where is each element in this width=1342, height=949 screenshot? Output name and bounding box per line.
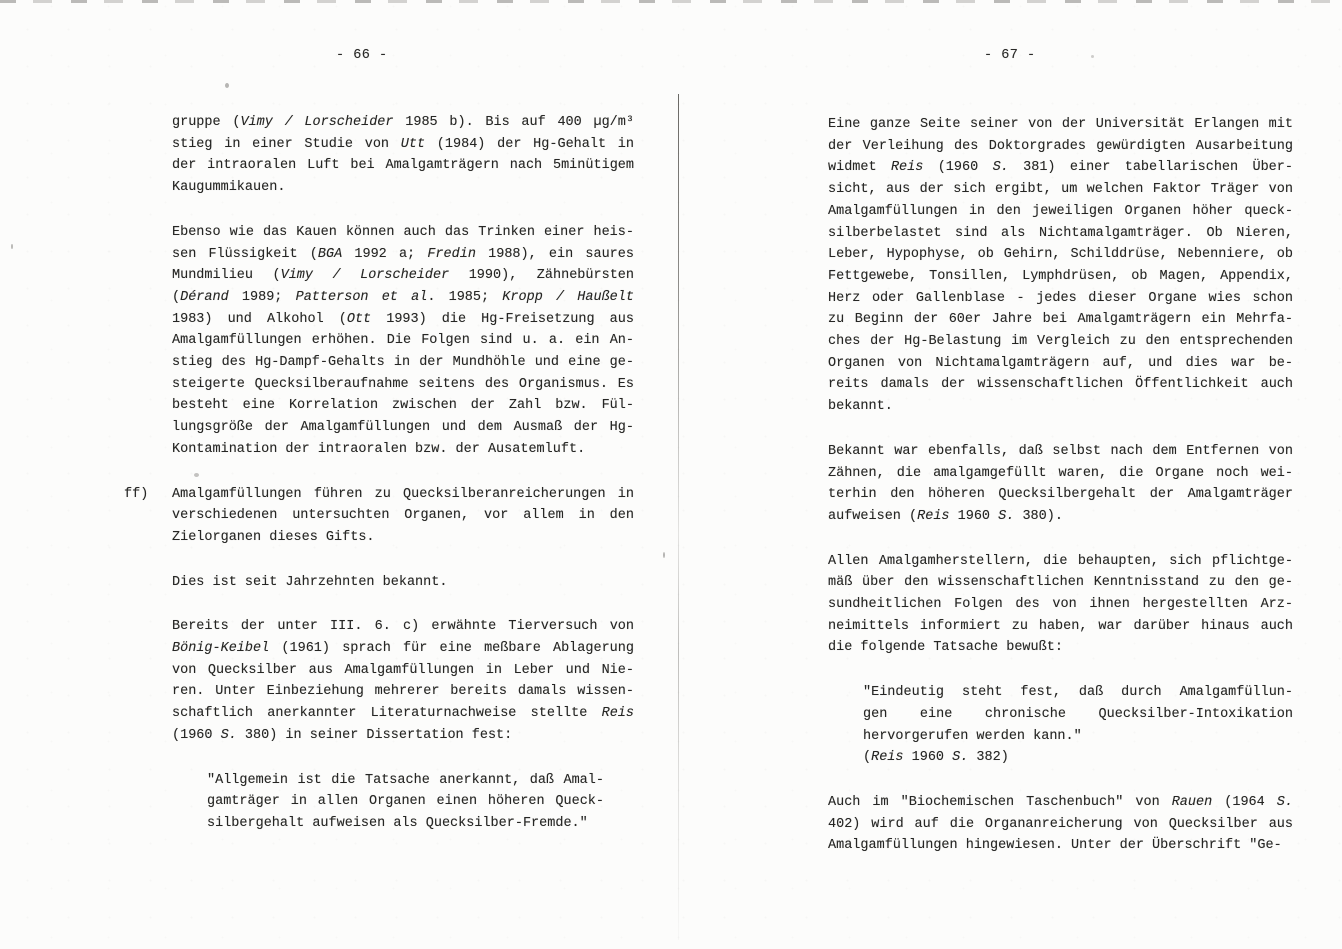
text-line: (1960 S. 380) in seiner Dissertation fest:	[172, 727, 513, 743]
italic-citation: Reis	[890, 160, 924, 176]
paragraph	[828, 441, 1293, 528]
text-line: 1983) und Alkohol (Ott 1993) die Hg-Freisetzung aus	[172, 311, 634, 327]
text-line: Bereits der unter III. 6. c) erwähnte Tierversuch von	[172, 619, 634, 635]
italic-citation: S.	[952, 750, 969, 766]
text-line: "Eindeutig steht fest, daß durch Amalgamfüllun-	[863, 685, 1293, 701]
text-line: (Dérand 1989; Patterson et al. 1985; Kropp / Haußelt	[172, 289, 634, 305]
text-line: Eine ganze Seite seiner von der Universität Erlangen mit	[828, 117, 1293, 132]
text-line: zu Beginn der 60er Jahre bei Amalgamträgern ein Mehrfa-	[828, 312, 1293, 328]
text-line: aufweisen (Reis 1960 S. 380).	[828, 508, 1063, 524]
text-line: Dies ist seit Jahrzehnten bekannt.	[172, 574, 448, 590]
scan-speckle	[663, 552, 665, 558]
italic-citation: BGA	[317, 246, 343, 262]
text-line: sundheitlichen Folgen des von ihnen hergestellten Arz-	[828, 597, 1293, 613]
text-line: silberbelastet sind als Nichtamalgamträger. Ob Nieren,	[828, 225, 1293, 241]
text-line: Allen Amalgamherstellern, die behaupten, sich pflichtge-	[828, 553, 1293, 569]
text-line: Herz oder Gallenblase - jedes dieser Organe wies schon	[828, 290, 1293, 306]
paragraph	[172, 616, 634, 746]
block-quote	[828, 682, 1293, 769]
paragraph	[828, 551, 1293, 660]
page-number-right: - 67 -	[984, 48, 1036, 63]
text-line: gamträger in allen Organen einen höheren Queck-	[207, 794, 604, 810]
italic-citation: Dérand	[180, 289, 229, 305]
paragraph	[828, 792, 1293, 857]
text-line: Fettgewebe, Tonsillen, Lymphdrüsen, ob Magen, Appendix,	[828, 268, 1293, 284]
text-line: der intraoralen Luft bei Amalgamträgern nach 5minütigem	[172, 158, 634, 174]
text-line: Leber, Hypophyse, ob Gehirn, Schilddrüse, Nebenniere, ob	[828, 247, 1293, 263]
paragraph	[172, 572, 634, 594]
page-66-text-column	[124, 112, 635, 835]
scan-edge-artifact	[0, 0, 1342, 3]
italic-citation: Reis	[871, 750, 904, 766]
text-line: Mundmilieu (Vimy / Lorscheider 1990), Zähnebürsten	[172, 268, 634, 284]
text-line: lungsgröße der Amalgamfüllungen und dem Ausmaß der Hg-	[172, 420, 634, 436]
paragraph	[172, 222, 634, 461]
text-line: sen Flüssigkeit (BGA 1992 a; Fredin 1988), ein saures	[172, 246, 634, 262]
text-line: stieg des Hg-Dampf-Gehalts in der Mundhöhle und eine ge-	[172, 355, 634, 371]
text-line: steigerte Quecksilberaufnahme seitens des Organismus. Es	[172, 376, 634, 392]
italic-citation: Reis	[601, 706, 634, 722]
italic-citation: Kropp / Haußelt	[502, 289, 634, 305]
italic-citation: Patterson et al	[295, 289, 428, 305]
text-line: stieg in einer Studie von Utt (1984) der Hg-Gehalt in	[172, 136, 635, 152]
text-line: verschiedenen untersuchten Organen, vor allem in den	[172, 508, 634, 524]
paragraph	[124, 484, 634, 549]
text-line: hervorgerufen werden kann."	[863, 728, 1082, 744]
text-line: Organen von Nichtamalgamträgern auf, und dies war be-	[828, 355, 1293, 371]
italic-citation: Fredin	[427, 246, 476, 262]
italic-citation: Vimy / Lorscheider	[280, 268, 450, 284]
text-line: besteht eine Korrelation zwischen der Zahl bzw. Fül-	[172, 398, 634, 414]
italic-citation: S.	[220, 727, 237, 743]
scan-speckle	[225, 83, 229, 88]
paragraph	[828, 114, 1293, 418]
text-line: von Quecksilber aus Amalgamfüllungen in Leber und Nie-	[172, 662, 634, 678]
italic-citation: S.	[1276, 794, 1293, 810]
text-line: Amalgamfüllungen erhöhen. Die Folgen sind u. a. ein An-	[172, 333, 634, 349]
italic-citation: Reis	[917, 508, 950, 524]
text-line: neimittels informiert zu haben, war darüber hinaus auch	[828, 618, 1293, 634]
italic-citation: S.	[998, 508, 1015, 524]
page-67-text-column	[828, 114, 1293, 857]
italic-citation: Rauen	[1171, 794, 1213, 810]
text-line: Bekannt war ebenfalls, daß selbst nach dem Entfernen von	[828, 443, 1293, 459]
italic-citation: Utt	[400, 136, 426, 152]
text-line: Ebenso wie das Kauen können auch das Trinken einer heis-	[172, 224, 634, 240]
text-line: sicht, aus der sich ergibt, um welchen Faktor Träger von	[828, 182, 1293, 198]
text-line: Amalgamfüllungen in den jeweiligen Organen höher queck-	[828, 203, 1293, 219]
page-fold-line	[678, 94, 679, 940]
text-line: Amalgamfüllungen führen zu Quecksilberanreicherungen in	[172, 486, 634, 502]
text-line: gen eine chronische Quecksilber-Intoxikation	[863, 706, 1293, 722]
italic-citation: S.	[992, 160, 1009, 176]
text-line: gruppe (Vimy / Lorscheider 1985 b). Bis auf 400 µg/m³	[172, 115, 634, 130]
italic-citation: Ott	[346, 311, 372, 327]
scan-speckle	[1091, 55, 1094, 58]
text-line: mäß über den wissenschaftlichen Kenntnisstand zu den ge-	[828, 575, 1293, 591]
text-line: silbergehalt aufweisen als Quecksilber-Fremde."	[207, 815, 588, 831]
text-line: Zielorganen dieses Gifts.	[172, 529, 375, 545]
text-line: Kontamination der intraoralen bzw. der Ausatemluft.	[172, 441, 586, 457]
block-quote	[172, 770, 634, 835]
text-line: Amalgamfüllungen hingewiesen. Unter der Überschrift "Ge-	[828, 838, 1282, 854]
text-line: Zähnen, die amalgamgefüllt waren, die Organe noch wei-	[828, 465, 1293, 481]
text-line: die folgende Tatsache bewußt:	[828, 640, 1063, 656]
text-line: schaftlich anerkannter Literaturnachweise stellte Reis	[172, 706, 634, 722]
scan-speckle	[194, 473, 199, 477]
text-line: Bönig-Keibel (1961) sprach für eine meßbare Ablagerung	[172, 641, 634, 657]
italic-citation: Bönig-Keibel	[172, 641, 270, 657]
page-number-left: - 66 -	[336, 48, 388, 63]
text-line: 402) wird auf die Organanreicherung von Quecksilber aus	[828, 816, 1293, 832]
text-line: reits damals der wissenschaftlichen Öffentlichkeit auch	[828, 377, 1293, 393]
text-line: (Reis 1960 S. 382)	[863, 750, 1009, 766]
text-line: "Allgemein ist die Tatsache anerkannt, daß Amal-	[207, 772, 604, 788]
text-line: ches der Hg-Belastung im Vergleich zu den entsprechenden	[828, 334, 1293, 350]
text-line: der Verleihung des Doktorgrades gewürdigten Ausarbeitung	[828, 138, 1293, 154]
scan-speckle	[11, 244, 13, 249]
text-line: ren. Unter Einbeziehung mehrerer bereits damals wissen-	[172, 684, 634, 700]
italic-citation: Vimy / Lorscheider	[240, 115, 394, 130]
text-line: bekannt.	[828, 399, 893, 415]
text-line: widmet Reis (1960 S. 381) einer tabellarischen Über-	[828, 160, 1293, 176]
text-line: terhin den höheren Quecksilbergehalt der Amalgamträger	[828, 487, 1293, 503]
text-line: Kaugummikauen.	[172, 180, 286, 196]
list-item-label: ff)	[124, 486, 149, 502]
paragraph	[172, 112, 634, 199]
text-line: Auch im "Biochemischen Taschenbuch" von Rauen (1964 S.	[828, 794, 1293, 810]
